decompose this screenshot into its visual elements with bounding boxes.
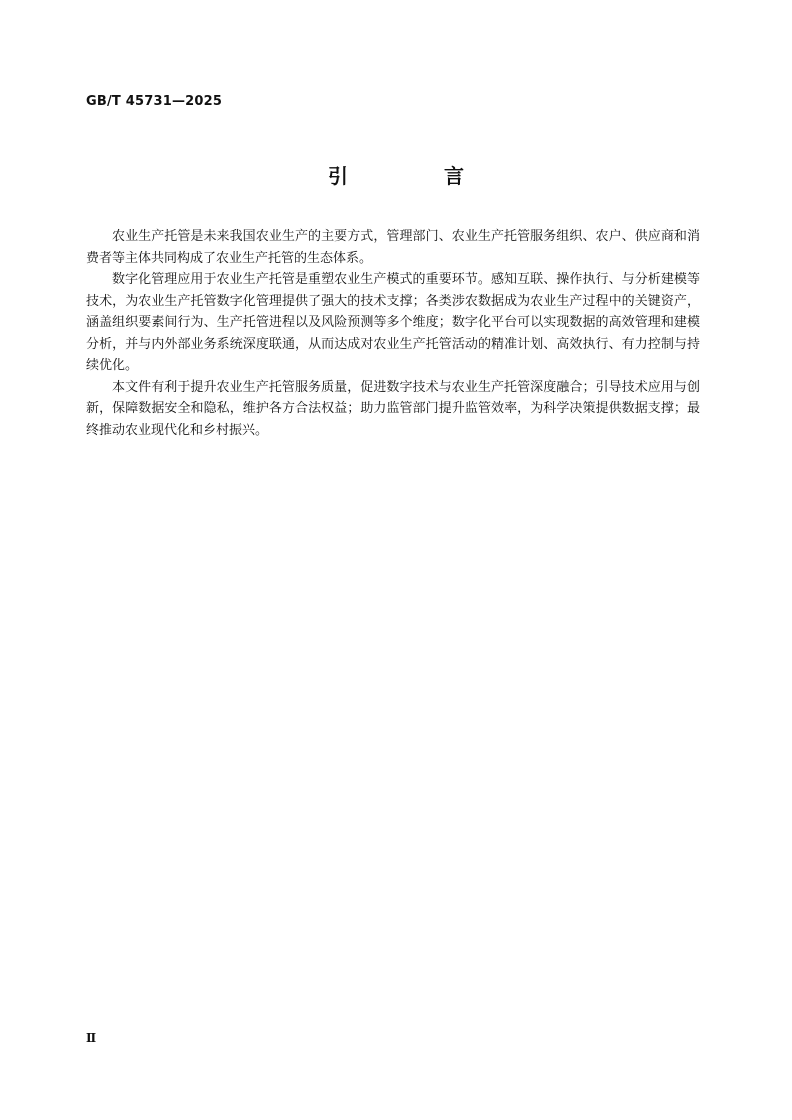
paragraph-3: 本文件有利于提升农业生产托管服务质量，促进数字技术与农业生产托管深度融合；引导技术应用与创新，保障数据安全和隐私，维护各方合法权益；助力监管部门提升监管效率，为科学决策提供数据支撑；最终推动农业现代化和乡村振兴。 <box>86 379 700 438</box>
standard-number: GB/T 45731—2025 <box>86 94 223 109</box>
page-number: Ⅱ <box>86 1031 97 1045</box>
page-title: 引 言 <box>328 164 502 188</box>
paragraph-2: 数字化管理应用于农业生产托管是重塑农业生产模式的重要环节。感知互联、操作执行、与分析建模等技术，为农业生产托管数字化管理提供了强大的技术支撑；各类涉农数据成为农业生产过程中的关键资产，涵盖组织要素间行为、生产托管进程以及风险预测等多个维度；数字化平台可以实现数据的高效管理和建模分析，并与内外部业务系统深度联通，从而达成对农业生产托管活动的精准计划、高效执行、有力控制与持续优化。 <box>86 272 700 373</box>
introduction-body <box>86 226 700 441</box>
paragraph-1: 农业生产托管是未来我国农业生产的主要方式，管理部门、农业生产托管服务组织、农户、供应商和消费者等主体共同构成了农业生产托管的生态体系。 <box>86 229 700 266</box>
